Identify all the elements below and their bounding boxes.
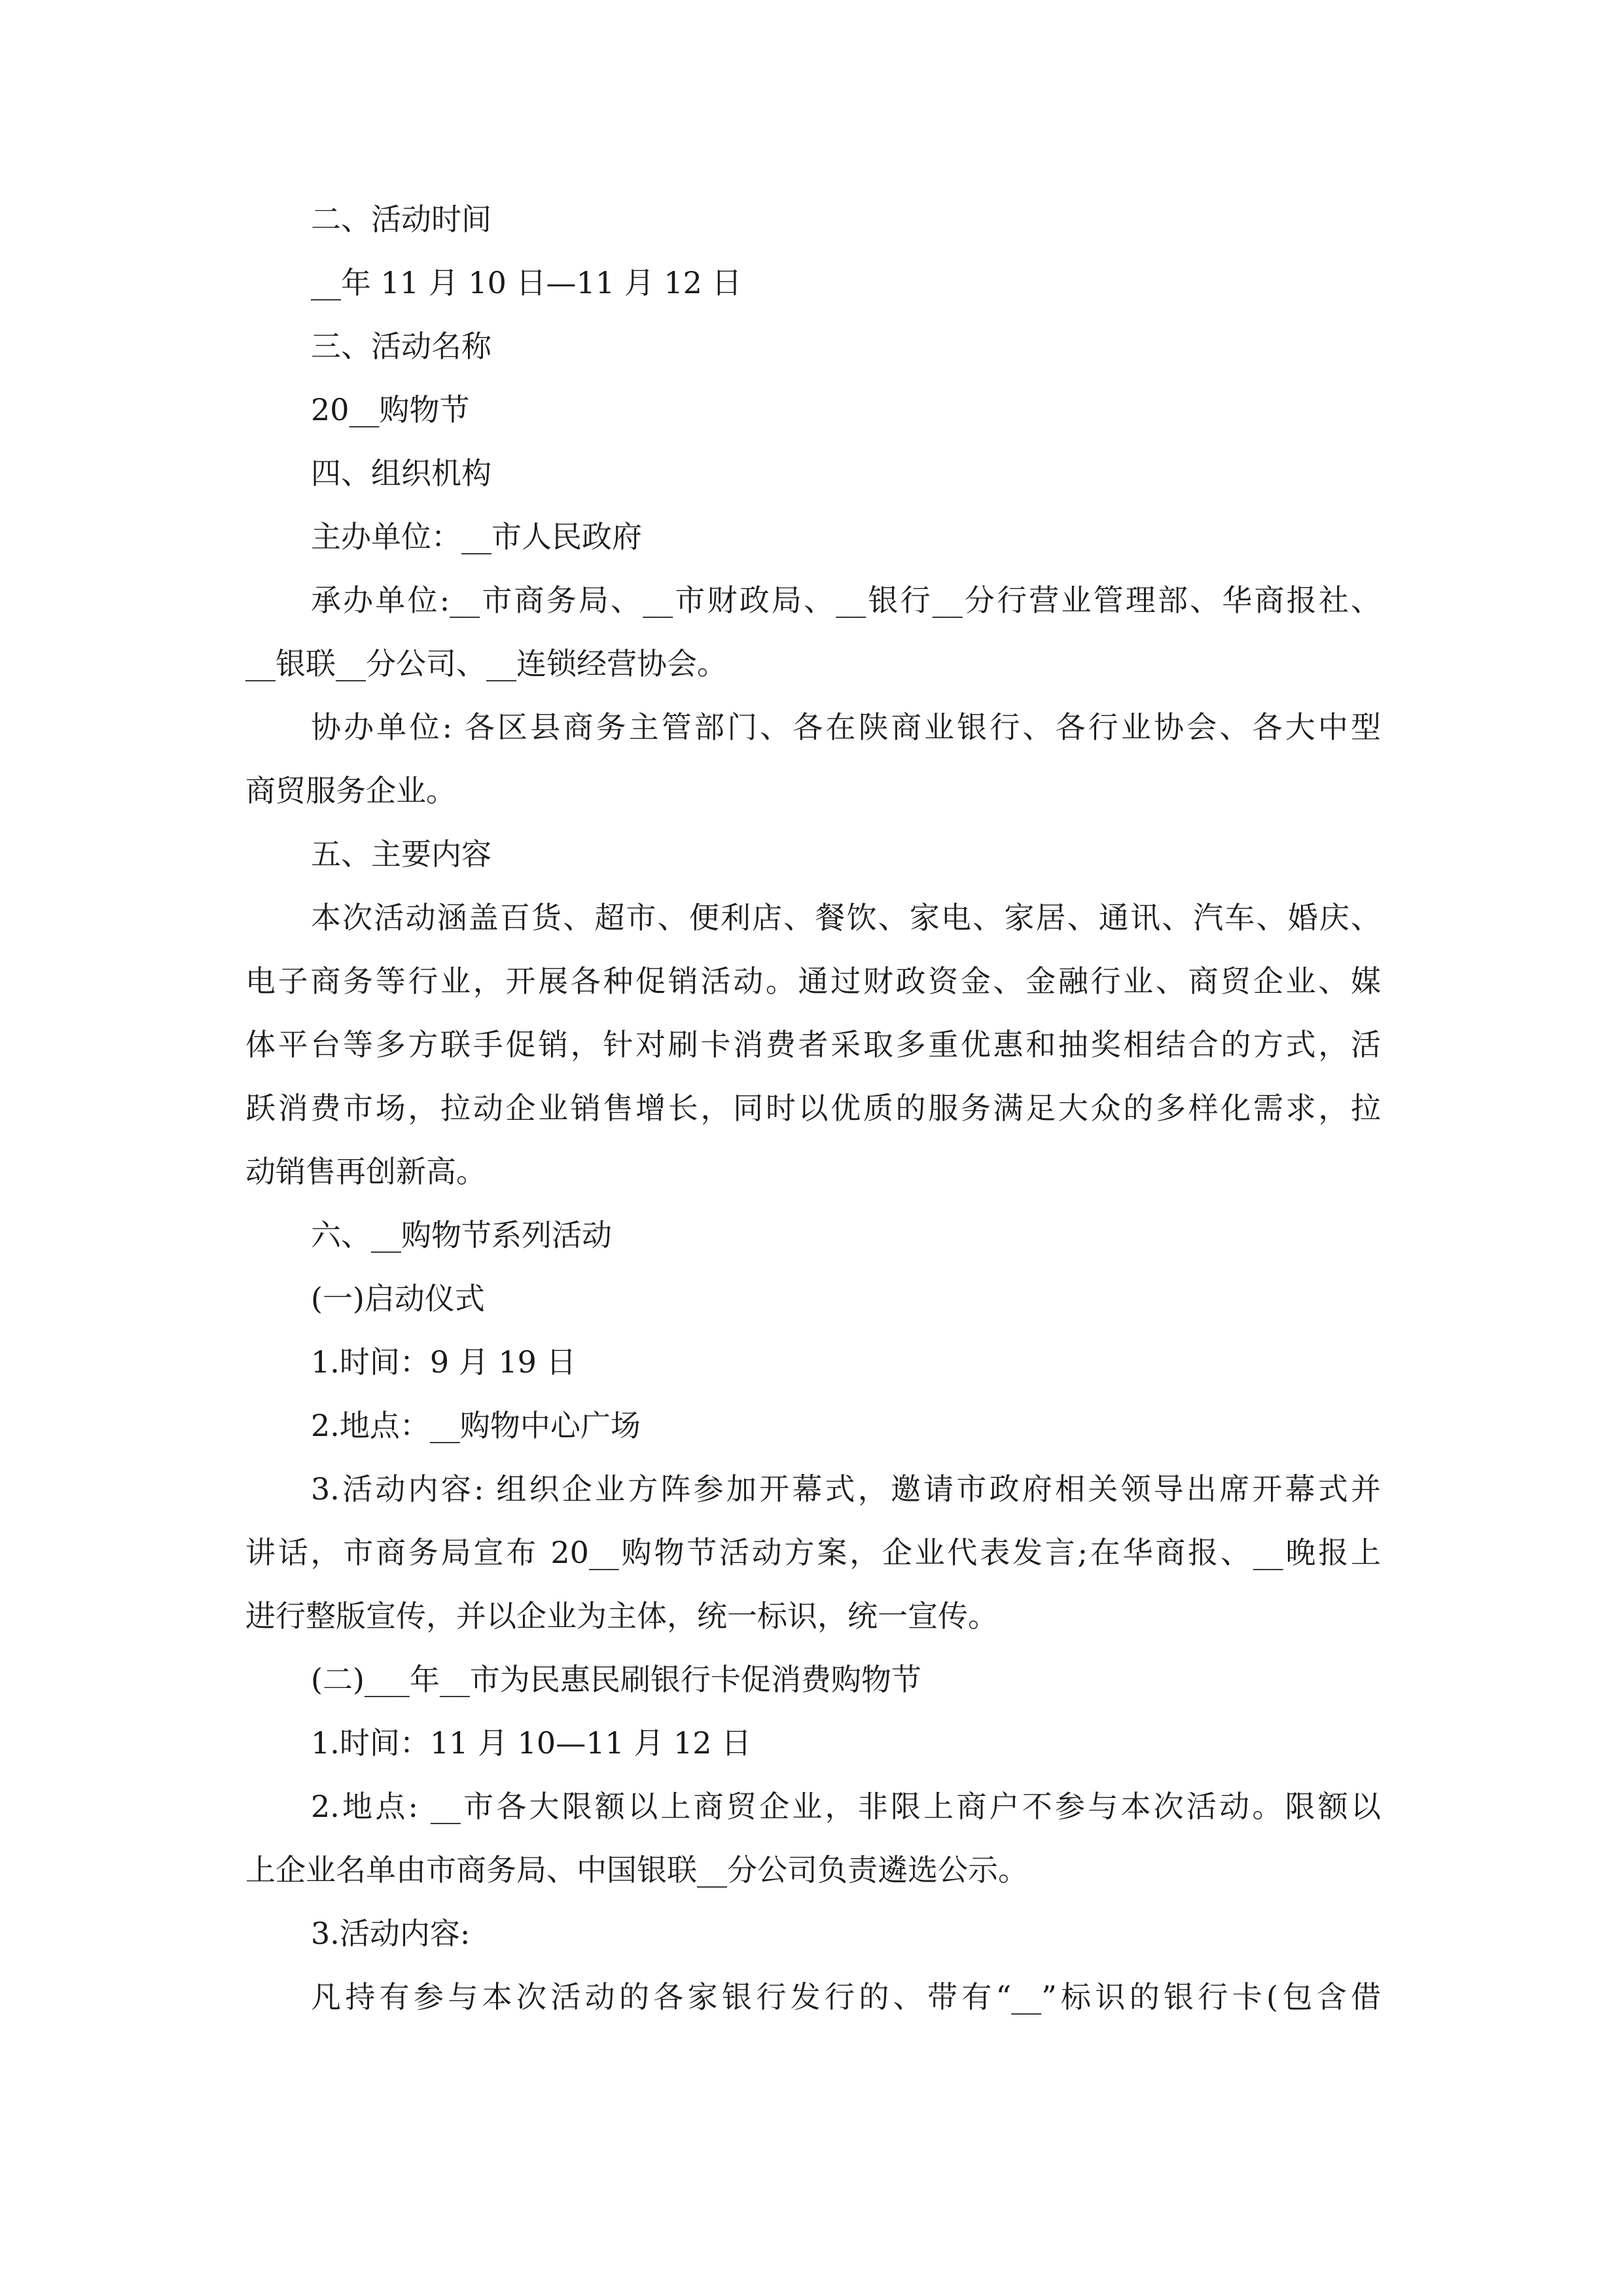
host-unit-line: 主办单位：__市人民政府 — [311, 519, 642, 554]
festival-location-line-1: 2.地点: __市各大限额以上商贸企业，非限上商户不参与本次活动。限额以 — [311, 1789, 1381, 1824]
launch-time: 1.时间：9 月 19 日 — [311, 1344, 577, 1380]
heading-organization: 四、组织机构 — [311, 456, 491, 491]
launch-content-line-2: 讲话，市商务局宣布 20__购物节活动方案，企业代表发言;在华商报、__晚报上 — [245, 1535, 1381, 1570]
heading-main-content: 五、主要内容 — [311, 836, 491, 872]
festival-time: 1.时间：11 月 10—11 月 12 日 — [311, 1725, 752, 1761]
subheading-launch-ceremony: (一)启动仪式 — [311, 1281, 485, 1316]
main-content-line-5: 动销售再创新高。 — [245, 1154, 486, 1189]
main-content-line-1: 本次活动涵盖百货、超市、便利店、餐饮、家电、家居、通讯、汽车、婚庆、 — [311, 900, 1381, 935]
main-content-line-4: 跃消费市场，拉动企业销售增长，同时以优质的服务满足大众的多样化需求，拉 — [245, 1090, 1381, 1126]
organizer-unit-line-2: __银联__分公司、__连锁经营协会。 — [245, 646, 727, 681]
festival-location-line-2: 上企业名单由市商务局、中国银联__分公司负责遴选公示。 — [245, 1852, 1028, 1888]
main-content-line-2: 电子商务等行业，开展各种促销活动。通过财政资金、金融行业、商贸企业、媒 — [245, 963, 1381, 999]
activity-name-value: 20__购物节 — [311, 392, 470, 427]
heading-activity-name: 三、活动名称 — [311, 329, 491, 364]
launch-content-line-1: 3.活动内容: 组织企业方阵参加开幕式，邀请市政府相关领导出席开幕式并 — [311, 1471, 1381, 1507]
subheading-card-shopping-festival: (二)___年__市为民惠民刷银行卡促消费购物节 — [311, 1662, 921, 1697]
launch-content-line-3: 进行整版宣传，并以企业为主体，统一标识，统一宣传。 — [245, 1598, 998, 1634]
heading-activity-time: 二、活动时间 — [311, 202, 491, 237]
heading-series-activities: 六、__购物节系列活动 — [311, 1217, 612, 1253]
main-content-line-3: 体平台等多方联手促销，针对刷卡消费者采取多重优惠和抽奖相结合的方式，活 — [245, 1027, 1381, 1062]
festival-content-label: 3.活动内容: — [311, 1916, 471, 1951]
co-organizer-line-2: 商贸服务企业。 — [245, 773, 456, 808]
activity-date-range: __年 11 月 10 日—11 月 12 日 — [311, 265, 742, 300]
launch-location: 2.地点：__购物中心广场 — [311, 1408, 641, 1443]
festival-content-line-1: 凡持有参与本次活动的各家银行发行的、带有“__”标识的银行卡(包含借 — [311, 1979, 1381, 2015]
organizer-unit-line-1: 承办单位:__市商务局、__市财政局、__银行__分行营业管理部、华商报社、 — [311, 583, 1381, 618]
co-organizer-line-1: 协办单位: 各区县商务主管部门、各在陕商业银行、各行业协会、各大中型 — [311, 709, 1381, 745]
